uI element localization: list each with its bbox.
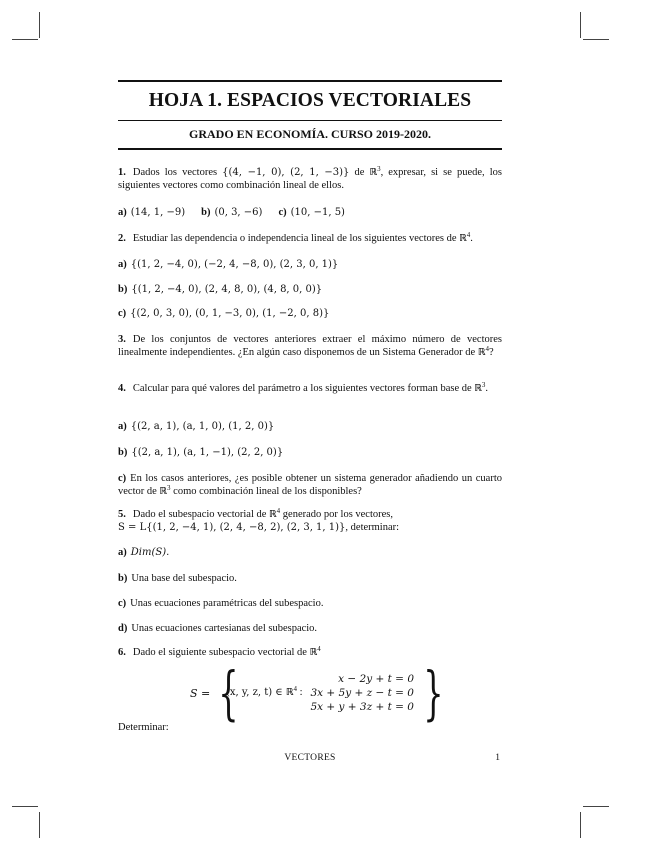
- crop-mark: [12, 806, 38, 807]
- item-text: Unas ecuaciones cartesianas del subespacio.: [131, 623, 318, 634]
- exercise-number: 4.: [118, 383, 126, 394]
- item-label: b): [118, 447, 128, 458]
- colon: :: [297, 687, 303, 698]
- exercise-text: Calcular para qué valores del parámetro a los siguientes vectores forman base de: [132, 383, 475, 394]
- real-space-symbol: ℝ: [477, 347, 486, 359]
- real-space-symbol: ℝ: [474, 383, 482, 394]
- item-label: d): [118, 623, 128, 634]
- tuple: (x, y, z, t) ∈: [226, 687, 286, 698]
- option-label: c): [278, 207, 287, 218]
- determine-text: Determinar:: [118, 722, 169, 733]
- option-label: a): [118, 207, 127, 218]
- item-label: b): [118, 573, 128, 584]
- exercise-text: Estudiar las dependencia o independencia lineal de los siguientes vectores de: [132, 233, 460, 244]
- item-label: c): [118, 473, 127, 484]
- space-exponent: 4: [466, 231, 471, 239]
- space-exponent: 4: [317, 645, 321, 653]
- item-text: como combinación lineal de los disponibles?: [170, 486, 362, 498]
- option-vector: (10, −1, 5): [290, 207, 345, 218]
- subspace-definition: S = L{(1, 2, −4, 1), (2, 4, −8, 2), (2, 3, 1, 1)}: [118, 522, 346, 534]
- vector-set: {(4, −1, 0), (2, 1, −3)}: [222, 167, 350, 178]
- exercise-text: De los conjuntos de vectores anteriores extraer el máximo número de vectores linealmente independientes. ¿En algún caso disponemos de un Sistema Generador de: [118, 334, 502, 359]
- crop-mark: [580, 812, 581, 838]
- exercise-4-item-b: [118, 446, 502, 459]
- item-label: c): [118, 308, 127, 319]
- exercise-text: Dado el siguiente subespacio vectorial de: [132, 647, 310, 658]
- real-space-symbol: ℝ: [459, 233, 467, 244]
- crop-mark: [39, 812, 40, 838]
- item-text: Unas ecuaciones paramétricas del subespacio.: [130, 598, 324, 609]
- system-set-builder: [226, 687, 303, 698]
- equation-1: x − 2y + t = 0: [338, 673, 414, 685]
- exercise-number: 1.: [118, 167, 126, 178]
- exercise-number: 2.: [118, 233, 126, 244]
- exercise-6: [118, 646, 502, 659]
- item-text: En los casos anteriores, ¿es posible obtener un sistema generador añadiendo un cuarto vector de: [118, 473, 502, 498]
- exercise-5-item-c: [118, 597, 502, 610]
- vector-set: {(1, 2, −4, 0), (2, 4, 8, 0), (4, 8, 0, 0)}: [131, 284, 323, 295]
- crop-mark: [583, 39, 609, 40]
- vector-set: {(2, a, 1), (a, 1, −1), (2, 2, 0)}: [131, 447, 284, 458]
- real-space-symbol: ℝ: [369, 167, 378, 178]
- exercise-number: 5.: [118, 509, 126, 520]
- exercise-text: Dados los vectores: [132, 167, 223, 178]
- crop-mark: [12, 39, 38, 40]
- exercise-2-item-a: [118, 258, 502, 271]
- exercise-text: de: [349, 167, 370, 178]
- crop-mark: [39, 12, 40, 38]
- exercise-2: [118, 232, 502, 245]
- item-label: a): [118, 547, 127, 558]
- left-brace: {: [218, 659, 239, 727]
- item-text: Una base del subespacio.: [131, 573, 237, 584]
- vector-set: {(1, 2, −4, 0), (−2, 4, −8, 0), (2, 3, 0, 1)}: [130, 259, 339, 270]
- exercise-text: Dado el subespacio vectorial de: [132, 509, 270, 520]
- exercise-text: , expresar, si se puede, los siguientes vectores como combinación lineal de ellos.: [118, 167, 502, 192]
- item-label: a): [118, 259, 127, 270]
- exercise-4-item-c: [118, 472, 502, 499]
- space-exponent: 4: [276, 507, 281, 515]
- exercise-4-item-a: [118, 420, 502, 433]
- exercise-2-item-c: [118, 307, 502, 320]
- space-exponent: 3: [377, 165, 381, 173]
- space-exponent: 4: [485, 345, 489, 354]
- exercise-5-item-b: [118, 572, 502, 585]
- exercise-number: 6.: [118, 647, 126, 658]
- real-space-symbol: ℝ: [309, 647, 318, 658]
- vector-set: {(2, 0, 3, 0), (0, 1, −3, 0), (1, −2, 0, 8)}: [130, 308, 330, 319]
- equation-3: 5x + y + 3z + t = 0: [310, 701, 414, 713]
- item-label: c): [118, 598, 127, 609]
- page-number: 1: [495, 753, 500, 763]
- item-label: a): [118, 421, 127, 432]
- real-space-symbol: ℝ: [285, 687, 294, 698]
- exercise-number: 3.: [118, 334, 126, 345]
- exercise-5-item-d: [118, 622, 502, 635]
- exercise-text: .: [470, 233, 473, 244]
- determine-label: [118, 721, 502, 734]
- space-exponent: 3: [167, 484, 171, 493]
- exercise-text: , determinar:: [345, 522, 400, 534]
- document-title: HOJA 1. ESPACIOS VECTORIALES: [148, 90, 472, 111]
- exercise-5: [118, 508, 502, 535]
- system-lhs: S =: [190, 687, 211, 700]
- subtitle-rule: [118, 148, 502, 150]
- real-space-symbol: ℝ: [159, 486, 168, 498]
- option-vector: (0, 3, −6): [214, 207, 263, 218]
- item-label: b): [118, 284, 128, 295]
- space-exponent: 4: [293, 685, 298, 693]
- footer-section-title: VECTORES: [284, 753, 336, 763]
- right-brace: }: [423, 659, 444, 727]
- item-text: Dim(S).: [130, 547, 170, 558]
- option-vector: (14, 1, −9): [130, 207, 186, 218]
- exercise-2-item-b: [118, 283, 502, 296]
- crop-mark: [583, 806, 609, 807]
- exercise-5-item-a: [118, 546, 502, 559]
- real-space-symbol: ℝ: [269, 509, 277, 520]
- option-label: b): [201, 207, 211, 218]
- exercise-text: .: [485, 383, 489, 394]
- document-subtitle: GRADO EN ECONOMÍA. CURSO 2019-2020.: [188, 127, 431, 141]
- exercise-text: generado por los vectores,: [280, 509, 394, 520]
- exercise-1: [118, 166, 502, 193]
- exercise-1-options: [118, 206, 502, 219]
- crop-mark: [580, 12, 581, 38]
- exercise-4: [118, 382, 502, 395]
- vector-set: {(2, a, 1), (a, 1, 0), (1, 2, 0)}: [130, 421, 275, 432]
- document-page: [118, 80, 502, 733]
- equation-system: [118, 659, 502, 727]
- equation-2: 3x + 5y + z − t = 0: [310, 687, 414, 699]
- space-exponent: 3: [481, 381, 486, 389]
- exercise-3: [118, 333, 502, 360]
- exercise-text: ?: [488, 347, 494, 359]
